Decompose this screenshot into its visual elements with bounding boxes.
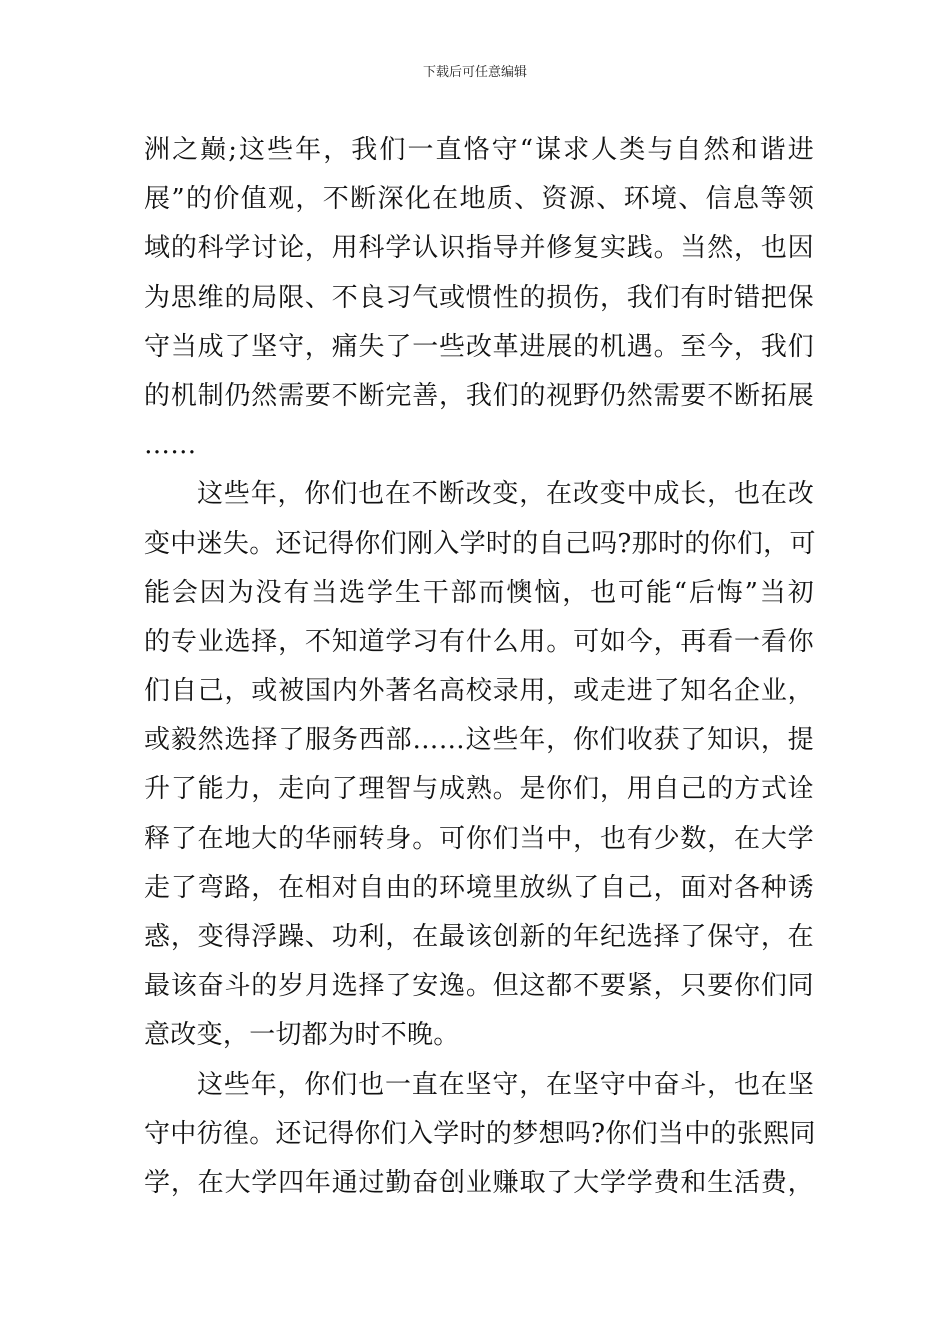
text-line: 或毅然选择了服务西部……这些年，你们收获了知识，提 <box>144 725 814 756</box>
text-line: 惑，变得浮躁、功利，在最该创新的年纪选择了保守，在 <box>144 922 814 952</box>
text-line: 学，在大学四年通过勤奋创业赚取了大学学费和生活费， <box>144 1167 814 1198</box>
text-line: 变中迷失。还记得你们刚入学时的自己吗?那时的你们，可 <box>144 528 816 559</box>
text-line: 为思维的局限、不良习气或惯性的损伤，我们有时错把保 <box>144 282 814 313</box>
document-body <box>144 126 814 1208</box>
text-line: 释了在地大的华丽转身。可你们当中，也有少数，在大学 <box>144 823 814 854</box>
text-line: 最该奋斗的岁月选择了安逸。但这都不要紧，只要你们同 <box>144 971 814 1002</box>
text-line: 走了弯路，在相对自由的环境里放纵了自己，面对各种诱 <box>144 872 814 903</box>
text-line: 的机制仍然需要不断完善，我们的视野仍然需要不断拓展 <box>144 380 814 411</box>
text-line: 展”的价值观，不断深化在地质、资源、环境、信息等领 <box>144 184 814 215</box>
text-line: …… <box>144 430 197 461</box>
paragraph-first-line: 这些年，你们也在不断改变，在改变中成长，也在改 <box>197 479 814 510</box>
text-line: 能会因为没有当选学生干部而懊恼，也可能“后悔”当初 <box>144 577 814 608</box>
text-line: 们自己，或被国内外著名高校录用，或走进了知名企业， <box>144 676 814 707</box>
text-line: 域的科学讨论，用科学认识指导并修复实践。当然，也因 <box>144 233 814 264</box>
text-line: 升了能力，走向了理智与成熟。是你们，用自己的方式诠 <box>144 774 814 805</box>
text-line: 守当成了坚守，痛失了一些改革进展的机遇。至今，我们 <box>144 331 814 362</box>
page-header: 下载后可任意编辑 <box>422 65 527 80</box>
text-line: 洲之巅;这些年，我们一直恪守“谋求人类与自然和谐进 <box>144 135 814 165</box>
text-line: 意改变，一切都为时不晚。 <box>144 1020 460 1051</box>
text-line: 守中彷徨。还记得你们入学时的梦想吗?你们当中的张熙同 <box>144 1118 816 1149</box>
paragraph-first-line: 这些年，你们也一直在坚守，在坚守中奋斗，也在坚 <box>197 1069 814 1100</box>
text-line: 的专业选择，不知道学习有什么用。可如今，再看一看你 <box>144 626 814 657</box>
